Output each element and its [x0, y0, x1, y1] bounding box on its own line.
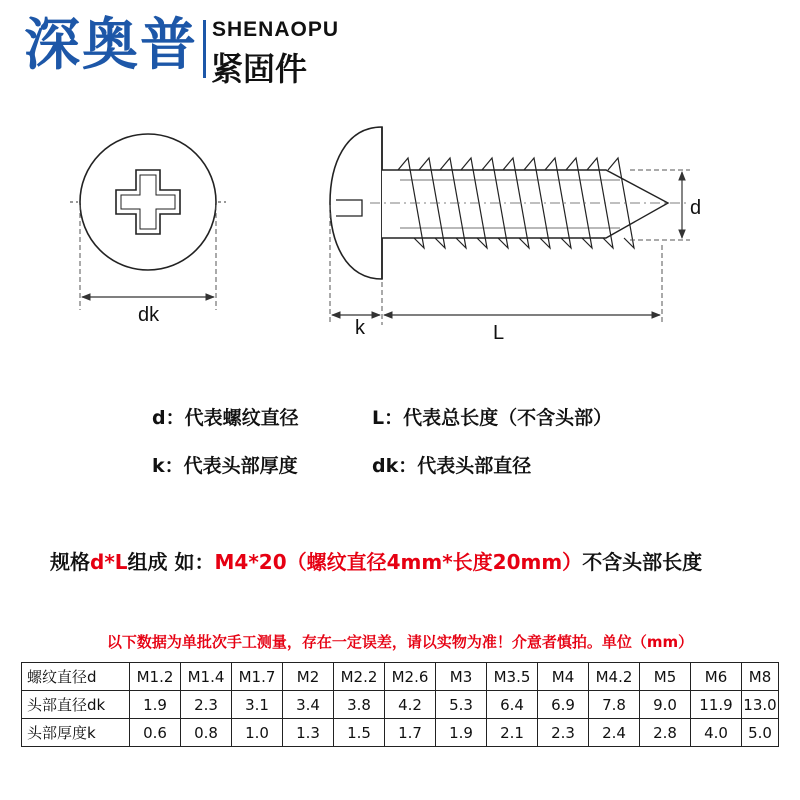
table-cell: M6 — [691, 663, 742, 691]
table-cell: 2.8 — [640, 719, 691, 747]
table-cell: M1.7 — [232, 663, 283, 691]
brand-subtitle: 紧固件 — [211, 50, 308, 88]
table-cell: 9.0 — [640, 691, 691, 719]
table-cell: M3 — [436, 663, 487, 691]
table-cell: 13.0 — [742, 691, 779, 719]
spec-example: M4*20（螺纹直径4mm*长度20mm） — [214, 550, 583, 574]
spec-formula: d*L — [90, 550, 128, 574]
spec-table — [21, 662, 779, 747]
dim-label-k: k — [355, 317, 365, 339]
table-cell: M2.6 — [385, 663, 436, 691]
table-cell: M8 — [742, 663, 779, 691]
table-cell: 5.3 — [436, 691, 487, 719]
table-cell: M2 — [283, 663, 334, 691]
brand-name-en: SHENAOPU — [212, 18, 340, 41]
brand-name-cn: 深奥普 — [24, 13, 198, 78]
table-cell: 2.4 — [589, 719, 640, 747]
head-top-view — [70, 134, 226, 310]
spec-prefix: 规格 — [50, 550, 90, 574]
dim-label-dk: dk — [138, 304, 160, 326]
table-cell: 2.3 — [181, 691, 232, 719]
table-cell: M3.5 — [487, 663, 538, 691]
row-header: 头部厚度k — [22, 719, 130, 747]
measurement-note: 以下数据为单批次手工测量，存在一定误差，请以实物为准！介意者慎拍。单位（mm） — [106, 633, 694, 651]
row-header: 螺纹直径d — [22, 663, 130, 691]
dim-label-L: L — [493, 322, 505, 344]
table-cell: 2.1 — [487, 719, 538, 747]
table-row — [22, 691, 779, 719]
spec-middle: 组成 如： — [127, 550, 215, 574]
spec-suffix: 不含头部长度 — [582, 550, 703, 574]
table-cell: 7.8 — [589, 691, 640, 719]
table-cell: M5 — [640, 663, 691, 691]
legend-L: L：代表总长度（不含头部） — [372, 407, 613, 429]
table-cell: 6.9 — [538, 691, 589, 719]
table-cell: 3.1 — [232, 691, 283, 719]
legend-d: d：代表螺纹直径 — [152, 407, 299, 429]
table-cell: 3.8 — [334, 691, 385, 719]
screw-side-view — [330, 127, 690, 325]
row-header: 头部直径dk — [22, 691, 130, 719]
table-cell: M4.2 — [589, 663, 640, 691]
table-cell: 1.0 — [232, 719, 283, 747]
table-cell: 4.0 — [691, 719, 742, 747]
table-cell: 0.6 — [130, 719, 181, 747]
table-cell: 2.3 — [538, 719, 589, 747]
table-cell: M4 — [538, 663, 589, 691]
legend-k: k：代表头部厚度 — [152, 455, 298, 477]
table-cell: M2.2 — [334, 663, 385, 691]
table-cell: M1.4 — [181, 663, 232, 691]
table-cell: 3.4 — [283, 691, 334, 719]
table-cell: 0.8 — [181, 719, 232, 747]
screw-drawing — [0, 0, 800, 360]
table-row — [22, 719, 779, 747]
table-cell: M1.2 — [130, 663, 181, 691]
table-cell: 1.3 — [283, 719, 334, 747]
table-row — [22, 663, 779, 691]
table-cell: 4.2 — [385, 691, 436, 719]
table-cell: 1.9 — [436, 719, 487, 747]
table-cell: 1.5 — [334, 719, 385, 747]
table-cell: 1.9 — [130, 691, 181, 719]
table-cell: 11.9 — [691, 691, 742, 719]
dim-label-d: d — [690, 197, 702, 219]
table-cell: 1.7 — [385, 719, 436, 747]
spec-line — [50, 546, 702, 575]
table-cell: 5.0 — [742, 719, 779, 747]
table-cell: 6.4 — [487, 691, 538, 719]
legend-dk: dk：代表头部直径 — [372, 455, 532, 477]
